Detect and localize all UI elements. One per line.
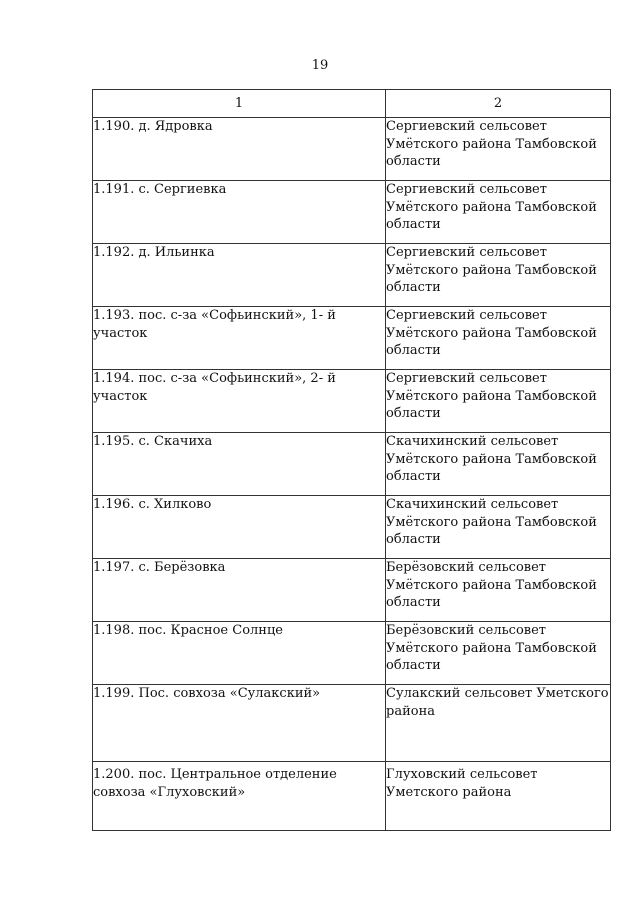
page-number: 19: [311, 58, 329, 73]
table-row: [93, 622, 611, 685]
settlements-table: [92, 89, 611, 831]
council-cell: Скачихинский сельсовет Умётского района Тамбовской области: [386, 433, 611, 496]
settlement-cell: 1.199. Пос. совхоза «Сулакский»: [93, 685, 386, 762]
council-cell: Сергиевский сельсовет Умётского района Тамбовской области: [386, 118, 611, 181]
settlement-cell: 1.194. пос. с-за «Софьинский», 2- й участок: [93, 370, 386, 433]
council-cell: Скачихинский сельсовет Умётского района Тамбовской области: [386, 496, 611, 559]
settlement-cell: 1.200. пос. Центральное отделение совхоза «Глуховский»: [93, 762, 386, 831]
settlement-cell: 1.196. с. Хилково: [93, 496, 386, 559]
council-cell: Сергиевский сельсовет Умётского района Тамбовской области: [386, 181, 611, 244]
table-row: [93, 181, 611, 244]
council-cell: Сергиевский сельсовет Умётского района Тамбовской области: [386, 307, 611, 370]
column-header-2: 2: [386, 90, 611, 118]
table-header-row: [93, 90, 611, 118]
settlement-cell: 1.191. с. Сергиевка: [93, 181, 386, 244]
table-row: [93, 496, 611, 559]
settlement-cell: 1.197. с. Берёзовка: [93, 559, 386, 622]
settlement-cell: 1.198. пос. Красное Солнце: [93, 622, 386, 685]
table-row: [93, 433, 611, 496]
table-row: [93, 559, 611, 622]
council-cell: Сергиевский сельсовет Умётского района Тамбовской области: [386, 370, 611, 433]
table-row: [93, 118, 611, 181]
table-row: [93, 244, 611, 307]
table-row: [93, 685, 611, 762]
table-row: [93, 370, 611, 433]
table-row: [93, 307, 611, 370]
council-cell: Берёзовский сельсовет Умётского района Тамбовской области: [386, 559, 611, 622]
settlement-cell: 1.195. с. Скачиха: [93, 433, 386, 496]
council-cell: Сергиевский сельсовет Умётского района Тамбовской области: [386, 244, 611, 307]
council-cell: Берёзовский сельсовет Умётского района Тамбовской области: [386, 622, 611, 685]
settlement-cell: 1.193. пос. с-за «Софьинский», 1- й участок: [93, 307, 386, 370]
council-cell: Сулакский сельсовет Уметского района: [386, 685, 611, 762]
settlement-cell: 1.192. д. Ильинка: [93, 244, 386, 307]
column-header-1: 1: [93, 90, 386, 118]
settlement-cell: 1.190. д. Ядровка: [93, 118, 386, 181]
council-cell: Глуховский сельсовет Уметского района: [386, 762, 611, 831]
table-row: [93, 762, 611, 831]
